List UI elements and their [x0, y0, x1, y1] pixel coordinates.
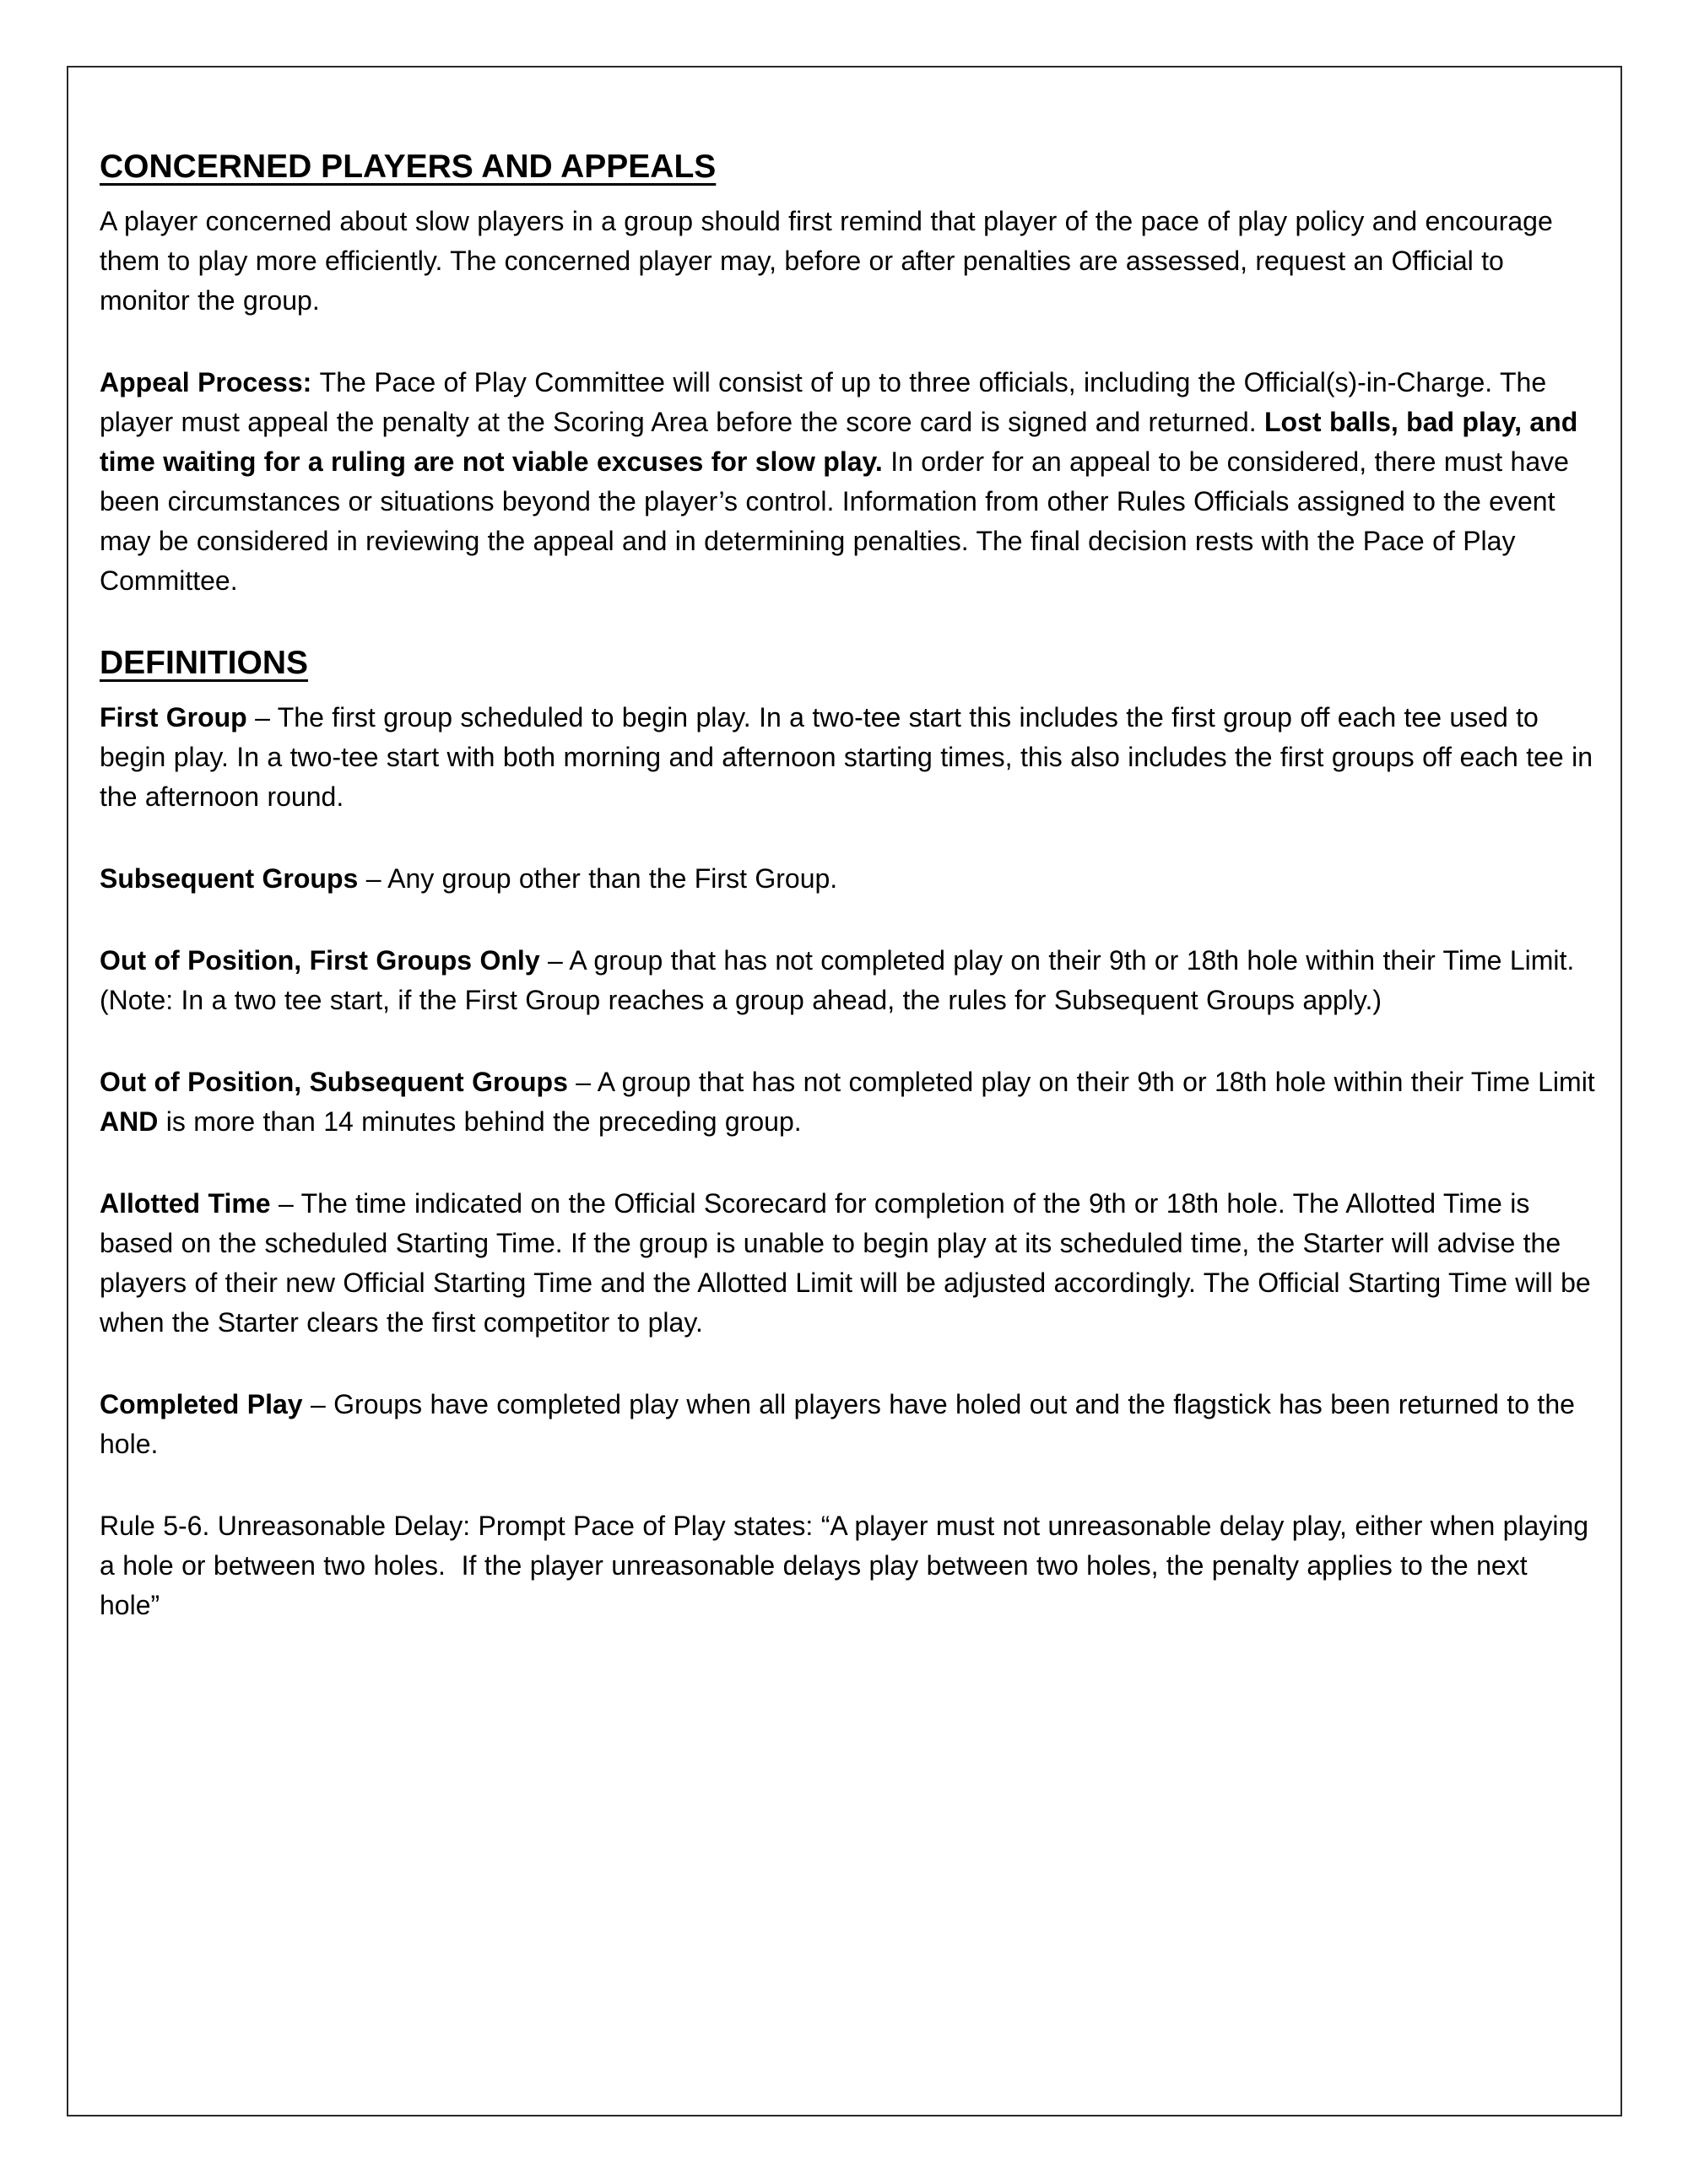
text-run: – A group that has not completed play on their 9th or 18th hole within their Time Limit	[576, 1067, 1604, 1097]
text-run-bold: Completed Play	[100, 1389, 311, 1419]
paragraph-allotted-time	[100, 1184, 1599, 1343]
text-run: – Any group other than the First Group.	[365, 863, 838, 894]
text-run-bold: Out of Position, First Groups Only	[100, 945, 548, 976]
text-run: is more than 14 minutes behind the preceding group.	[158, 1106, 802, 1137]
text-run: The Pace of Play Committee will consist of up to three officials, including the Official(s)-in-Charge. The player must appeal the penalty at the Scoring Area before the score card is signed and returned.	[100, 367, 1555, 437]
paragraph-first-group	[100, 698, 1601, 817]
heading-definitions: DEFINITIONS	[100, 645, 309, 681]
text-run: In order for an appeal to be considered, there must have been circumstances or situations beyond the player’s control. Information from other Rules Officials assigned to the event may be considered in reviewing the appeal and in determining penalties. The final decision rests with the Pace of Play Committee.	[100, 446, 1577, 596]
text-run-bold: First Group	[100, 702, 256, 733]
text-run: – Groups have completed play when all players have holed out and the flagstick has been returned to the hole.	[100, 1389, 1583, 1459]
paragraph-concerned-players	[100, 202, 1595, 321]
text-run: Rule 5-6. Unreasonable Delay: Prompt Pace of Play states: “A player must not unreasonable delay play, either when playing a hole or between two holes. If the player unreasonable delays play between two holes, the penalty applies to the next hole”	[100, 1511, 1597, 1620]
text-run-bold: Subsequent Groups	[100, 863, 366, 894]
text-run-bold: Lost balls, bad play, and time waiting for a ruling are not viable excuses for slow play.	[100, 407, 1586, 477]
text-run: – The time indicated on the Official Scorecard for completion of the 9th or 18th hole. The Allotted Time is based on the scheduled Starting Time. If the group is unable to begin play at its scheduled time, the Starter will advise the players of their new Official Starting Time and the Allotted Limit will be adjusted accordingly. The Official Starting Time will be when the Starter clears the first competitor to play.	[100, 1188, 1599, 1338]
text-run-bold: Appeal Process:	[100, 367, 320, 397]
text-run-bold: Allotted Time	[100, 1188, 279, 1219]
paragraph-out-of-position-first-groups	[100, 941, 1595, 1020]
paragraph-rule-5-6-unreasonable-delay	[100, 1506, 1595, 1625]
text-run: – A group that has not completed play on their 9th or 18th hole within their Time Limit. (Note: In a two tee start, if the First Group reaches a group ahead, the rules for Subsequent Groups apply.)	[100, 945, 1582, 1015]
paragraph-subsequent-groups	[100, 859, 1595, 899]
text-run: A player concerned about slow players in a group should first remind that player of the pace of play policy and encourage them to play more efficiently. The concerned player may, before or after penalties are assessed, request an Official to monitor the group.	[100, 206, 1561, 316]
paragraph-completed-play	[100, 1385, 1595, 1464]
page-border-frame	[67, 66, 1622, 2116]
text-run-bold: Out of Position, Subsequent Groups	[100, 1067, 576, 1097]
text-run: – The first group scheduled to begin play. In a two-tee start this includes the first group off each tee used to begin play. In a two-tee start with both morning and afternoon starting times, this also includes the first groups off each tee in the afternoon round.	[100, 702, 1601, 812]
page-content	[100, 147, 1604, 1668]
paragraph-appeal-process	[100, 363, 1595, 601]
text-run-bold: AND	[100, 1106, 159, 1137]
heading-concerned-players-and-appeals: CONCERNED PLAYERS AND APPEALS	[100, 149, 717, 185]
paragraph-out-of-position-subsequent-groups	[100, 1062, 1604, 1142]
